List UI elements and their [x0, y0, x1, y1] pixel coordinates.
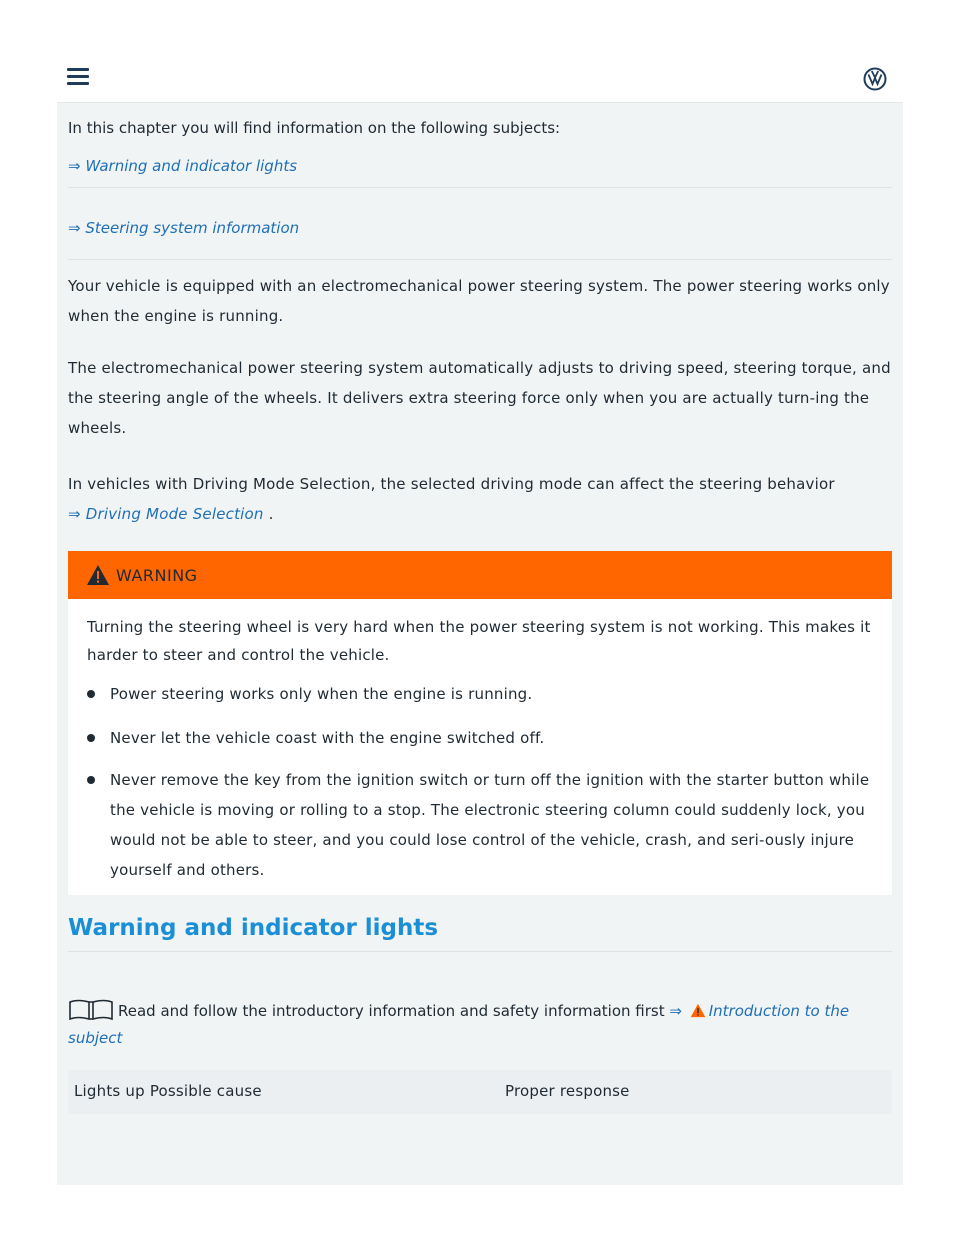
warning-box — [68, 551, 892, 895]
period: . — [263, 505, 274, 523]
bullet-dot-icon — [87, 734, 95, 742]
subject-link-row — [68, 147, 892, 188]
bullet-text: Never remove the key from the ignition switch or turn off the ignition with the starter button while the vehicle is moving or rolling to a stop. The electronic steering column could suddenly lock, you would not be able to steer, and you could lose control of the vehicle, crash, and seri-ously injure yourself and others. — [110, 771, 870, 879]
warning-triangle-icon — [86, 564, 110, 586]
bullet-text: Never let the vehicle coast with the engine switched off. — [110, 729, 545, 747]
paragraph-power-steering: Your vehicle is equipped with an electromechanical power steering system. The power steering works only when the engine is running. — [68, 277, 890, 325]
warning-title: WARNING — [116, 566, 198, 585]
section-heading: Warning and indicator lights — [68, 915, 892, 952]
link-driving-mode-selection[interactable]: ⇒ Driving Mode Selection — [68, 505, 264, 523]
paragraph-driving-mode — [68, 469, 892, 529]
vw-logo-icon[interactable] — [863, 67, 887, 91]
read-first-text: Read and follow the introductory information and safety information first — [118, 1002, 665, 1020]
link-warning-indicator-lights[interactable]: ⇒ Warning and indicator lights — [68, 157, 298, 175]
paragraph-electromechanical: The electromechanical power steering system automatically adjusts to driving speed, steering torque, and the steering angle of the wheels. It delivers extra steering force only when you are actually turn-ing the wheels. — [68, 359, 891, 437]
document-content — [57, 103, 903, 1185]
table-header-row — [68, 1070, 892, 1114]
link-steering-system-information[interactable]: ⇒ Steering system information — [68, 219, 300, 237]
warning-triangle-small-icon — [690, 1003, 706, 1018]
table-header-cell: Lights up Possible cause — [74, 1082, 262, 1100]
bullet-dot-icon — [87, 776, 95, 784]
warning-bullet — [87, 679, 877, 709]
paragraph-driving-mode-text: In vehicles with Driving Mode Selection, the selected driving mode can affect the steering behavior — [68, 475, 835, 493]
read-first-note — [68, 998, 892, 1052]
warning-bullet — [87, 765, 877, 885]
link-introduction-to-subject[interactable]: Introduction to the subject — [68, 1002, 850, 1047]
warning-header — [68, 551, 892, 599]
warning-bullet — [87, 723, 877, 753]
arrow-text: ⇒ — [669, 1002, 682, 1020]
chapter-intro: In this chapter you will find information on the following subjects: — [68, 119, 561, 137]
hamburger-menu-icon[interactable] — [67, 68, 89, 88]
top-bar — [57, 56, 903, 103]
table-header-cell: Proper response — [505, 1082, 630, 1100]
open-book-icon — [68, 999, 114, 1021]
bullet-text: Power steering works only when the engine is running. — [110, 685, 533, 703]
subject-link-row — [68, 207, 892, 260]
bullet-dot-icon — [87, 690, 95, 698]
warning-text: Turning the steering wheel is very hard when the power steering system is not working. This makes it harder to steer and control the vehicle. — [87, 618, 871, 664]
